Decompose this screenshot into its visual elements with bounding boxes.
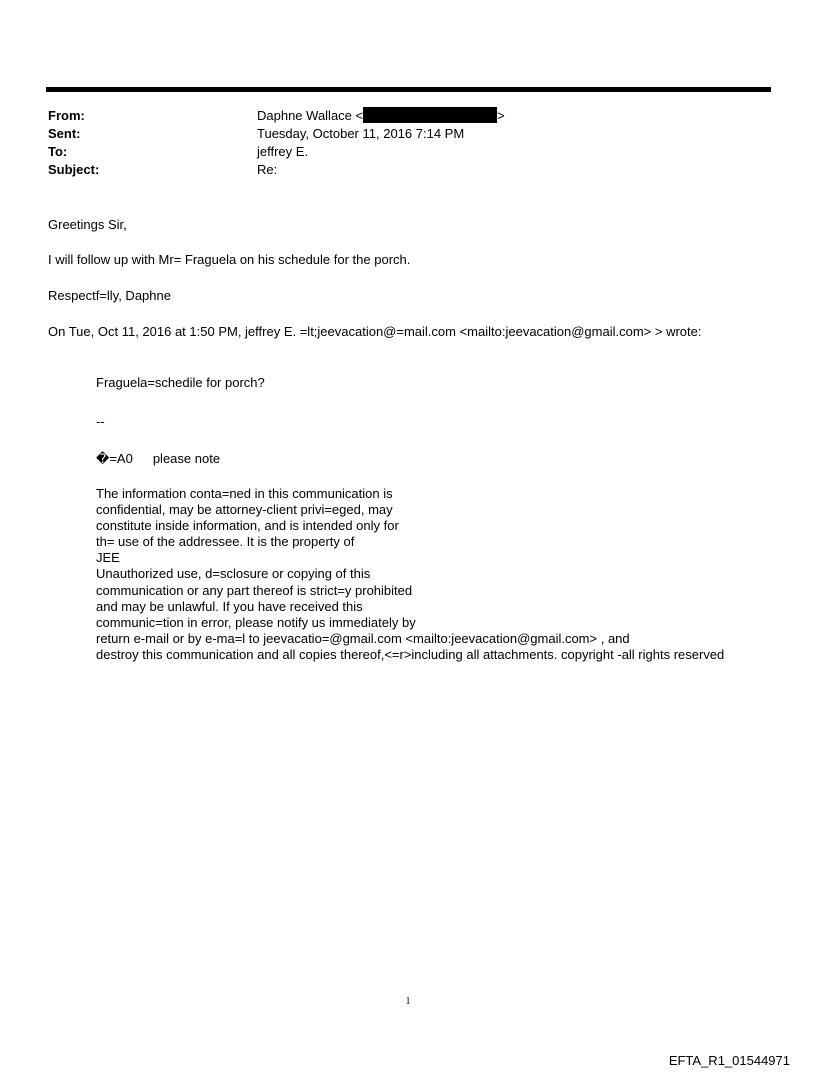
quoted-question: Fraguela=schedile for porch? (96, 375, 265, 390)
disclaimer-line: confidential, may be attorney-client privi=eged, may (96, 502, 393, 518)
disclaimer-line: th= use of the addressee. It is the property of (96, 534, 355, 550)
email-header (48, 107, 748, 187)
signoff: Respectf=lly, Daphne (48, 288, 171, 303)
subject-label: Subject: (48, 162, 100, 177)
from-name: Daphne Wallace < (257, 108, 364, 123)
greeting: Greetings Sir, (48, 217, 127, 232)
disclaimer-line: constitute inside information, and is intended only for (96, 518, 399, 534)
body-line: I will follow up with Mr= Fraguela on his schedule for the porch. (48, 252, 411, 267)
disclaimer-line: JEE (96, 550, 120, 566)
header-rule (46, 87, 771, 92)
from-value (257, 107, 505, 125)
signature-separator: -- (96, 414, 105, 429)
disclaimer-line: return e-mail or by e-ma=l to jeevacatio=@gmail.com <mailto:jeevacation@gmail.com> , and (96, 630, 630, 646)
disclaimer-line: and may be unlawful. If you have received this (96, 598, 363, 614)
subject-value: Re: (257, 162, 278, 177)
from-close: > (497, 108, 505, 123)
sent-value: Tuesday, October 11, 2016 7:14 PM (257, 126, 465, 141)
sent-label: Sent: (48, 126, 81, 141)
note-text: please note (152, 451, 221, 466)
disclaimer-line: communication or any part thereof is strict=y prohibited (96, 582, 413, 598)
disclaimer (96, 486, 724, 663)
disclaimer-line: destroy this communication and all copies thereof,<=r>including all attachments. copyright -all rights reserved (96, 646, 725, 662)
page-number: 1 (405, 996, 411, 1007)
from-label: From: (48, 108, 85, 123)
document-id: EFTA_R1_01544971 (668, 1053, 790, 1068)
note-prefix: �=A0 (96, 451, 133, 466)
quote-intro: On Tue, Oct 11, 2016 at 1:50 PM, jeffrey E. =lt;jeevacation@=mail.com <mailto:jeevacation@gmail.com> > wrote: (48, 324, 702, 339)
to-value: jeffrey E. (257, 144, 309, 159)
redaction-box (363, 107, 497, 123)
to-label: To: (48, 144, 68, 159)
disclaimer-line: The information conta=ned in this communication is (96, 486, 393, 501)
disclaimer-line: communic=tion in error, please notify us immediately by (96, 614, 416, 630)
note-line (96, 450, 220, 468)
disclaimer-line: Unauthorized use, d=sclosure or copying of this (96, 566, 371, 582)
